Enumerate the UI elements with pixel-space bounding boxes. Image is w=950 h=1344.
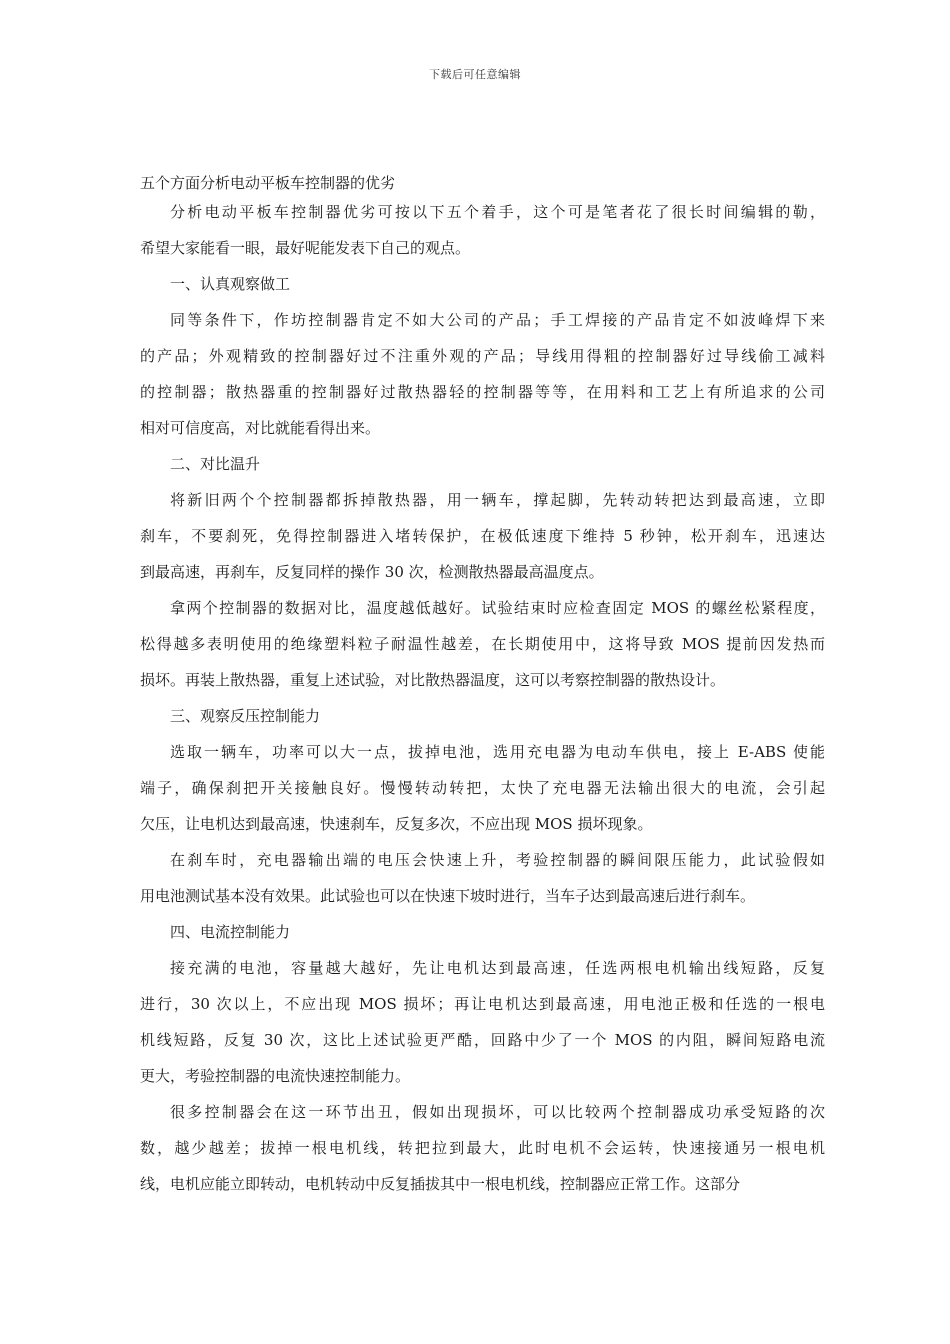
paragraph — [140, 734, 825, 842]
paragraph-line: 相对可信度高，对比就能看得出来。 — [140, 419, 381, 437]
paragraph — [140, 590, 825, 698]
paragraph — [140, 302, 825, 446]
section-heading: 三、观察反压控制能力 — [170, 707, 321, 725]
paragraph-line: 将新旧两个个控制器都拆掉散热器，用一辆车，撑起脚，先转动转把达到最高速，立即 — [170, 491, 825, 509]
paragraph-line: 进行，30 次以上，不应出现 MOS 损坏；再让电机达到最高速，用电池正极和任选的一根电 — [140, 995, 825, 1013]
header-note: 下载后可任意编辑 — [429, 68, 521, 81]
paragraph-line: 刹车，不要刹死，免得控制器进入堵转保护，在极低速度下维持 5 秒钟，松开刹车，迅速达 — [140, 527, 825, 545]
paragraph-line: 欠压，让电机达到最高速，快速刹车，反复多次，不应出现 MOS 损坏现象。 — [140, 815, 653, 833]
section-heading: 二、对比温升 — [170, 455, 261, 473]
document-blocks — [140, 194, 825, 1202]
paragraph — [140, 842, 825, 914]
paragraph-line: 拿两个控制器的数据对比，温度越低越好。试验结束时应检查固定 MOS 的螺丝松紧程度， — [170, 599, 825, 617]
paragraph-line: 损坏。再装上散热器，重复上述试验，对比散热器温度，这可以考察控制器的散热设计。 — [140, 671, 726, 689]
paragraph-line: 到最高速，再刹车，反复同样的操作 30 次，检测散热器最高温度点。 — [140, 563, 604, 581]
paragraph-line: 机线短路，反复 30 次，这比上述试验更严酷，回路中少了一个 MOS 的内阻，瞬间短路电流 — [140, 1031, 825, 1049]
paragraph-line: 在刹车时，充电器输出端的电压会快速上升，考验控制器的瞬间限压能力，此试验假如 — [170, 851, 825, 869]
document-title: 五个方面分析电动平板车控制器的优劣 — [140, 174, 396, 192]
paragraph-line: 更大，考验控制器的电流快速控制能力。 — [140, 1067, 411, 1085]
paragraph — [140, 1094, 825, 1202]
paragraph — [140, 950, 825, 1094]
paragraph — [140, 194, 825, 266]
paragraph-line: 端子，确保刹把开关接触良好。慢慢转动转把，太快了充电器无法输出很大的电流，会引起 — [140, 779, 825, 797]
section-heading: 四、电流控制能力 — [170, 923, 291, 941]
paragraph-line: 用电池测试基本没有效果。此试验也可以在快速下坡时进行，当车子达到最高速后进行刹车。 — [140, 887, 756, 905]
paragraph-line: 的产品；外观精致的控制器好过不注重外观的产品；导线用得粗的控制器好过导线偷工减料 — [140, 347, 825, 365]
paragraph-line: 数，越少越差；拔掉一根电机线，转把拉到最大，此时电机不会运转，快速接通另一根电机 — [140, 1139, 825, 1157]
paragraph-line: 很多控制器会在这一环节出丑，假如出现损坏，可以比较两个控制器成功承受短路的次 — [170, 1103, 825, 1121]
document-body — [140, 172, 825, 1202]
paragraph-line: 希望大家能看一眼，最好呢能发表下自己的观点。 — [140, 239, 471, 257]
paragraph-line: 分析电动平板车控制器优劣可按以下五个着手，这个可是笔者花了很长时间编辑的勒， — [170, 203, 825, 221]
paragraph-line: 的控制器；散热器重的控制器好过散热器轻的控制器等等，在用料和工艺上有所追求的公司 — [140, 383, 825, 401]
section-heading: 一、认真观察做工 — [170, 275, 291, 293]
paragraph-line: 接充满的电池，容量越大越好，先让电机达到最高速，任选两根电机输出线短路，反复 — [170, 959, 825, 977]
paragraph-line: 松得越多表明使用的绝缘塑料粒子耐温性越差，在长期使用中，这将导致 MOS 提前因发热而 — [140, 635, 825, 653]
paragraph-line: 同等条件下，作坊控制器肯定不如大公司的产品；手工焊接的产品肯定不如波峰焊下来 — [170, 311, 825, 329]
paragraph — [140, 482, 825, 590]
paragraph-line: 选取一辆车，功率可以大一点，拔掉电池，选用充电器为电动车供电，接上 E-ABS 使能 — [170, 743, 825, 761]
paragraph-line: 线，电机应能立即转动，电机转动中反复插拔其中一根电机线，控制器应正常工作。这部分 — [140, 1175, 741, 1193]
